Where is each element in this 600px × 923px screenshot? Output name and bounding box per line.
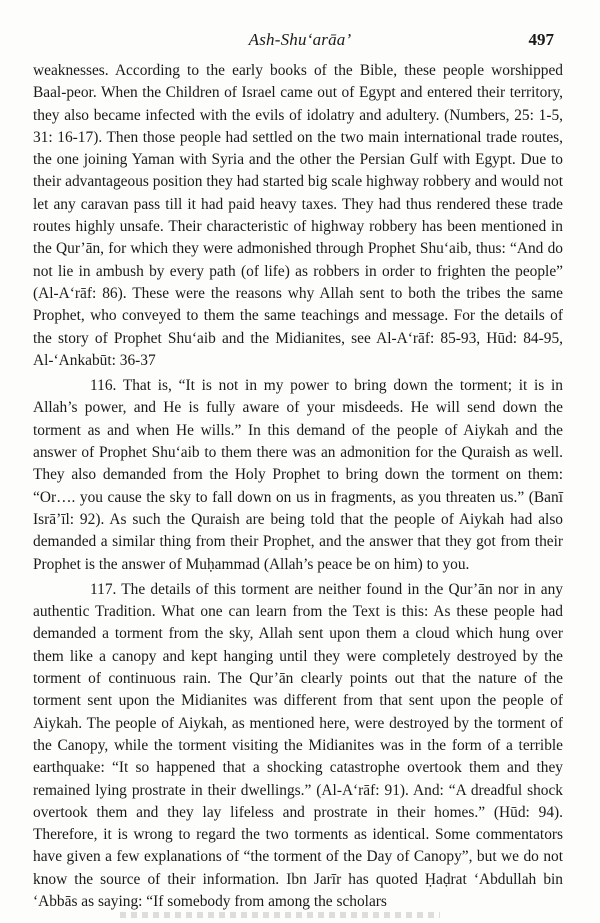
page-number: 497 <box>528 30 554 49</box>
body-text <box>33 60 563 913</box>
scan-artifact <box>120 912 440 918</box>
running-header <box>0 30 600 52</box>
paragraph-continuation: weaknesses. According to the early books of the Bible, these people worshipped Baal-peor. When the Children of Israel came out of Egypt and entered their territory, they also became infected with the evils of idolatry and adultery. (Numbers, 25: 1-5, 31: 16-17). Then those people had settled on the two main international trade routes, the one joining Yaman with Syria and the other the Persian Gulf with Egypt. Due to their advantageous position they had started big scale highway robbery and would not let any caravan pass till it had paid heavy taxes. They had thus rendered these trade routes highly unsafe. Their characteristic of highway robbery has been mentioned in the Qur’ān, for which they were admonished through Prophet Shu‘aib, thus: “And do not lie in ambush by every path (of life) as robbers in order to frighten the people” (Al-A‘rāf: 86). These were the reasons why Allah sent to both the tribes the same Prophet, who conveyed to them the same teachings and message. For the details of the story of Prophet Shu‘aib and the Midianites, see Al-A‘rāf: 85-93, Hūd: 84-95, Al-‘Ankabūt: 36-37 <box>33 62 563 369</box>
note-116: 116. That is, “It is not in my power to bring down the torment; it is in Allah’s power, and He is fully aware of your misdeeds. He will send down the torment as and when He wills.” In this demand of the people of Aiykah and the answer of Prophet Shu‘aib to them there was an admonition for the Quraish as well. They also demanded from the Holy Prophet to bring down the torment on them: “Or…. you cause the sky to fall down on us in fragments, as you threaten us.” (Banī Isrā’īl: 92). As such the Quraish are being told that the people of Aiykah had also demanded a similar thing from their Prophet, and the answer that they got from their Prophet is the answer of Muḥammad (Allah’s peace be on him) to you. <box>33 377 563 573</box>
running-title: Ash-Shu‘arāa’ <box>248 30 352 49</box>
note-117: 117. The details of this torment are neither found in the Qur’ān nor in any authentic Tradition. What one can learn from the Text is this: As these people had demanded a torment from the sky, Allah sent upon them a cloud which hung over them like a canopy and kept hanging until they were completely destroyed by the torment of continuous rain. The Qur’ān clearly points out that the nature of the torment sent upon the Midianites was different from that sent upon the people of Aiykah. The people of Aiykah, as mentioned here, were destroyed by the torment of the Canopy, while the torment visiting the Midianites was in the form of a terrible earthquake: “It so happened that a shocking catastrophe overtook them and they remained lying prostrate in their dwellings.” (Al-A‘rāf: 91). And: “A dreadful shock overtook them and they lay lifeless and prostrate in their homes.” (Hūd: 94). Therefore, it is wrong to regard the two torments as identical. Some commentators have given a few explanations of “the torment of the Day of Canopy”, but we do not know the source of their information. Ibn Jarīr has quoted Ḥaḍrat ‘Abdullah bin ‘Abbās as saying: “If somebody from among the scholars <box>33 580 563 910</box>
